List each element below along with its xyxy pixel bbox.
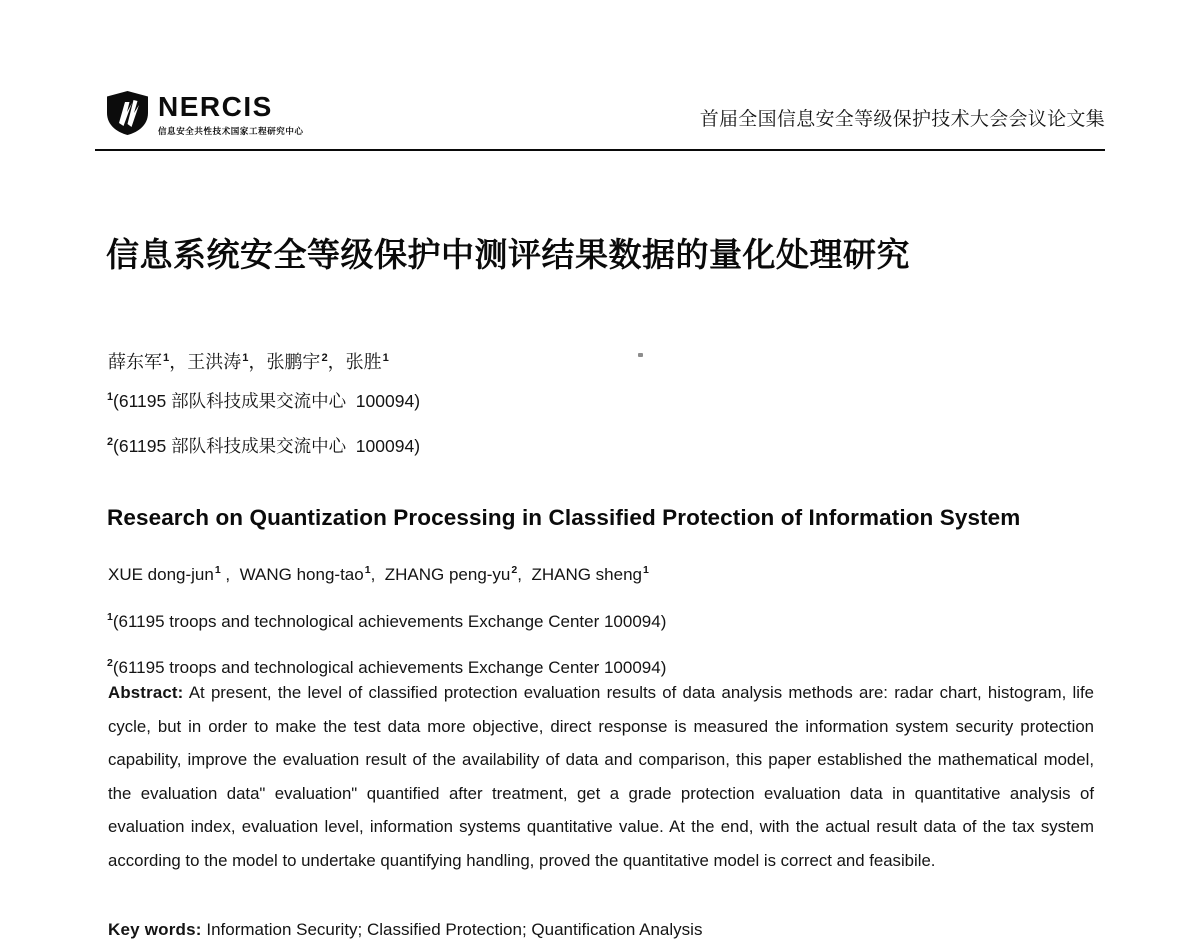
author-sup: 1: [642, 564, 649, 577]
affiliation-sup: 1: [107, 611, 113, 624]
author-cn: 张鹏宇$^2$: [266, 352, 328, 372]
author-en: ZHANG sheng$^1$: [531, 564, 649, 584]
logo-subtitle: 信息安全共性技术国家工程研究中心: [158, 126, 304, 136]
affiliation-text: (61195 troops and technological achievements Exchange Center 100094): [112, 658, 667, 677]
authors-cn: [108, 348, 389, 374]
author-cn: 王洪涛$^1$: [187, 352, 249, 372]
keywords: [108, 920, 702, 940]
nercis-logo: [106, 90, 304, 137]
keywords-text: Information Security; Classified Protection; Quantification Analysis: [206, 920, 703, 939]
author-sup: 1: [364, 564, 371, 577]
affiliation-sup: 2: [107, 435, 114, 448]
author-separator: ，: [327, 352, 346, 372]
shield-lightning-icon: [106, 90, 149, 136]
affiliation-cn: [106, 433, 420, 458]
header-divider: [95, 149, 1105, 151]
author-sup: 1: [163, 352, 170, 364]
logo-text: [158, 90, 304, 137]
abstract: [108, 676, 1094, 878]
author-separator: ，: [169, 352, 188, 372]
logo-acronym: NERCIS: [158, 91, 273, 122]
author-en: XUE dong-jun$^1$: [108, 564, 221, 584]
paper-title-cn: 信息系统安全等级保护中测评结果数据的量化处理研究: [106, 236, 910, 274]
keywords-label: Key words:: [108, 920, 202, 939]
author-separator: ,: [220, 565, 240, 584]
author-sup: 2: [321, 352, 328, 364]
affiliation-en: [106, 612, 666, 632]
affiliation-sup: 1: [107, 390, 114, 403]
affiliation-sup: 2: [107, 657, 113, 670]
affiliation-cn: [106, 388, 420, 413]
scan-speck: [638, 353, 643, 357]
author-en: ZHANG peng-$yu^2$: [384, 564, 518, 584]
author-separator: ，: [248, 352, 267, 372]
author-sup: 1: [382, 352, 389, 364]
author-sup: 2: [511, 564, 518, 577]
author-separator: ,: [370, 565, 385, 584]
abstract-label: Abstract:: [108, 683, 184, 702]
author-separator: ,: [517, 565, 532, 584]
author-sup: 1: [242, 352, 249, 364]
authors-en: [108, 565, 649, 585]
proceedings-title: 首届全国信息安全等级保护技术大会会议论文集: [699, 109, 1105, 130]
author-en: WANG hong-tao$^1$: [239, 564, 371, 584]
abstract-text: At present, the level of classified protection evaluation results of data analysis methods are: radar chart, histogram, life cycle, but in order to make the test data more objective, direct response is measured the information system security protection capability, improve the evaluation result of the availability of data and comparison, this paper established the mathematical model, the evaluation data" evaluation" quantified after treatment, get a grade protection evaluation data in quantitative analysis of evaluation index, evaluation level, information systems quantitative value. At the end, with the actual result data of the tax system according to the model to undertake quantifying handling, proved the quantitative model is correct and feasibile.: [108, 683, 1094, 870]
affiliation-en: [106, 658, 666, 678]
affiliation-text: (61195 troops and technological achievements Exchange Center 100094): [112, 612, 667, 631]
author-cn: 薛东军$^1$: [108, 352, 170, 372]
affiliation-text: (61195 部队科技成果交流中心 100094): [113, 390, 421, 411]
affiliation-text: (61195 部队科技成果交流中心 100094): [113, 435, 421, 456]
paper-title-en: Research on Quantization Processing in Classified Protection of Information System: [107, 504, 1021, 530]
author-cn: 张胜$^1$: [345, 352, 389, 372]
author-sup: 1: [214, 564, 221, 577]
